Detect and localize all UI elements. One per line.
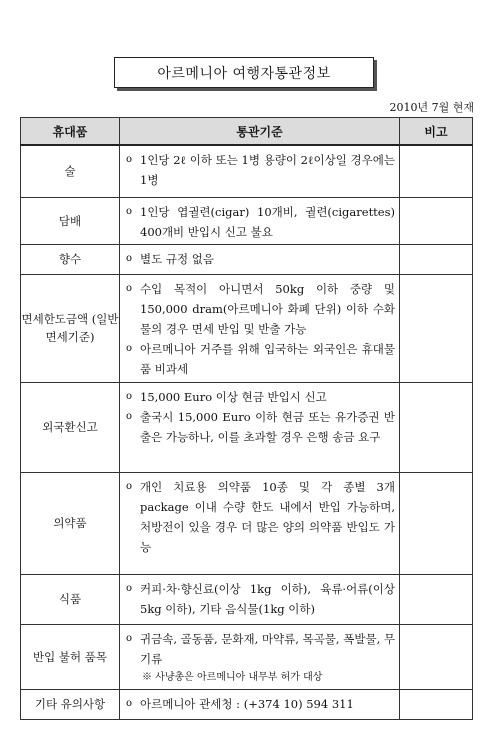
standard-item	[126, 279, 395, 339]
standard-item-text: 커피·차·향신료(이상 1kg 이하), 육류·어류(이상 5kg 이하), 기타 음식물(1kg 이하)	[140, 581, 395, 616]
document-title-text: 아르메니아 여행자통관정보	[157, 65, 331, 82]
standard-item	[126, 407, 395, 447]
row-category: 반입 불허 품목	[21, 624, 120, 689]
bullet-icon: o	[126, 632, 133, 644]
row-category: 식품	[21, 574, 120, 624]
table-row	[21, 244, 473, 274]
bullet-icon: o	[126, 390, 133, 402]
row-standard	[120, 244, 400, 274]
standard-item	[126, 249, 395, 269]
standard-item	[126, 150, 395, 190]
bullet-icon: o	[126, 342, 133, 354]
standard-item-text: 아르메니아 거주를 위해 입국하는 외국인은 휴대물품 비과세	[140, 341, 395, 376]
row-standard	[120, 145, 400, 197]
row-note	[400, 274, 473, 382]
table-row	[21, 382, 473, 472]
row-note	[400, 624, 473, 689]
standard-item-text: 출국시 15,000 Euro 이하 현금 또는 유가증권 반출은 가능하나, 이를 초과할 경우 은행 송금 요구	[140, 409, 395, 444]
standard-item-text: 귀금속, 골동품, 문화재, 마약류, 목곡물, 폭발물, 무기류	[140, 631, 395, 666]
table-row	[21, 574, 473, 624]
row-standard	[120, 574, 400, 624]
row-note	[400, 574, 473, 624]
bullet-icon: o	[126, 480, 133, 492]
bullet-icon: o	[126, 282, 133, 294]
standard-item-text: 별도 규정 없음	[140, 251, 214, 266]
row-note	[400, 197, 473, 244]
row-standard	[120, 274, 400, 382]
table-row	[21, 197, 473, 244]
row-category: 외국환신고	[21, 382, 120, 472]
bullet-icon: o	[126, 205, 133, 217]
table-row	[21, 145, 473, 197]
row-standard	[120, 689, 400, 719]
row-category: 기타 유의사항	[21, 689, 120, 719]
table-row	[21, 689, 473, 719]
standard-item	[126, 339, 395, 379]
table-row	[21, 274, 473, 382]
bullet-icon: o	[126, 252, 133, 264]
standard-item-text: 아르메니아 관세청 : (+374 10) 594 311	[140, 696, 354, 711]
standard-item-text: 1인당 엽궐련(cigar) 10개비, 궐련(cigarettes) 400개비 반입시 신고 불요	[140, 204, 395, 239]
standard-item-text: 수입 목적이 아니면서 50kg 이하 중량 및 150,000 dram(아르메니아 화폐 단위) 이하 수화물의 경우 면세 반입 및 반출 가능	[140, 281, 395, 336]
header-note: 비고	[400, 118, 473, 146]
standard-item	[126, 387, 395, 407]
standard-item-text: 개인 치료용 의약품 10종 및 각 종별 3개 package 이내 수량 한도 내에서 반입 가능하며, 처방전이 있을 경우 더 많은 양의 의약품 반입도 가능	[140, 479, 395, 554]
header-category: 휴대품	[21, 118, 120, 146]
row-category: 의약품	[21, 472, 120, 574]
row-category: 면세한도금액 (일반면세기준)	[21, 274, 120, 382]
row-standard	[120, 624, 400, 689]
table-row	[21, 472, 473, 574]
bullet-icon: o	[126, 410, 133, 422]
table-row	[21, 624, 473, 689]
standard-item	[126, 694, 395, 714]
row-note	[400, 382, 473, 472]
sub-note: ※ 사냥총은 아르메니아 내무부 허가 대상	[142, 671, 323, 683]
row-standard	[120, 472, 400, 574]
row-category: 술	[21, 145, 120, 197]
row-note	[400, 145, 473, 197]
row-note	[400, 472, 473, 574]
table-body	[21, 145, 473, 719]
row-standard	[120, 382, 400, 472]
standard-item	[126, 579, 395, 619]
standard-item	[126, 202, 395, 242]
table-header-row	[21, 118, 473, 146]
bullet-icon: o	[126, 582, 133, 594]
standard-item-text: 1인당 2ℓ 이하 또는 1병 용량이 2ℓ이상일 경우에는 1병	[140, 153, 395, 187]
bullet-icon: o	[126, 154, 133, 165]
bullet-icon: o	[126, 697, 133, 709]
row-note	[400, 244, 473, 274]
row-category: 담배	[21, 197, 120, 244]
standard-item-text: 15,000 Euro 이상 현금 반입시 신고	[140, 389, 327, 404]
standard-item	[126, 629, 395, 669]
row-category: 향수	[21, 244, 120, 274]
customs-table	[20, 117, 473, 720]
document-title	[114, 57, 374, 88]
header-standard: 통관기준	[120, 118, 400, 146]
as-of-date: 2010년 7월 현재	[389, 101, 474, 114]
row-standard	[120, 197, 400, 244]
row-note	[400, 689, 473, 719]
standard-item	[126, 477, 395, 557]
